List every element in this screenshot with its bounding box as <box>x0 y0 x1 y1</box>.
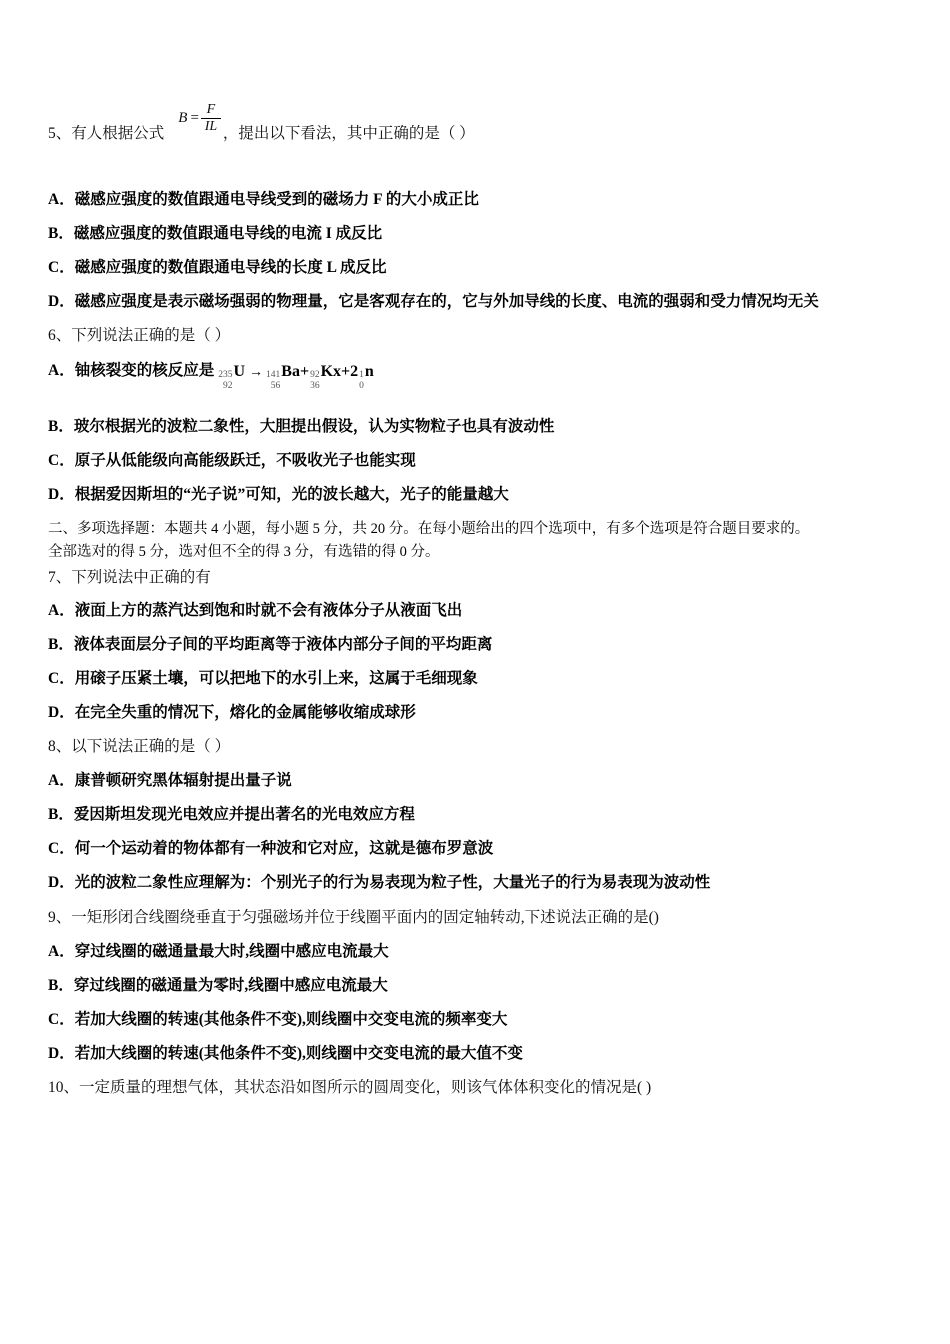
option-text: 磁感应强度的数值跟通电导线受到的磁场力 F 的大小成正比 <box>74 191 479 208</box>
option-text: 爱因斯坦发现光电效应并提出著名的光电效应方程 <box>73 806 415 823</box>
formula-equals-sign: = <box>190 110 199 127</box>
option-text: 液面上方的蒸汽达到饱和时就不会有液体分子从液面飞出 <box>74 602 463 619</box>
neutron-numbers <box>359 370 364 391</box>
question-7-option-a <box>48 601 462 622</box>
option-letter: C． <box>48 1011 75 1028</box>
question-7-option-c <box>48 669 478 690</box>
question-5-stem-tail: ，提出以下看法，其中正确的是（ ） <box>222 125 475 143</box>
question-9-stem-text: 一矩形闭合线圈绕垂直于匀强磁场并位于线圈平面内的固定轴转动,下述说法正确的是() <box>71 909 659 926</box>
question-6-number: 6、 <box>48 327 72 344</box>
option-letter: B． <box>48 636 74 653</box>
question-7-option-d <box>48 703 416 724</box>
neutron-symbol: n <box>364 363 374 380</box>
option-letter: A． <box>48 191 75 208</box>
option-text: 用磙子压紧土壤，可以把地下的水引上来，这属于毛细现象 <box>74 670 478 687</box>
question-5-option-b <box>48 224 382 245</box>
question-8-option-a <box>48 771 292 792</box>
question-9-number: 9、 <box>48 909 72 926</box>
question-7-stem <box>48 568 211 589</box>
question-5-number: 5、 <box>48 125 72 143</box>
option-text: 磁感应强度是表示磁场强弱的物理量，它是客观存在的，它与外加导线的长度、电流的强弱和受力情况均无关 <box>74 293 819 310</box>
question-6-option-b <box>48 417 554 438</box>
option-letter: A． <box>48 362 75 379</box>
question-6-stem <box>48 326 230 347</box>
option-letter: B． <box>48 806 74 823</box>
question-8-option-b <box>48 805 415 826</box>
krypton-symbol: Kx+2 <box>320 363 359 380</box>
uranium-numbers <box>218 370 232 391</box>
uranium-atomic-number: 92 <box>222 380 233 391</box>
section-two-header-line1: 二、多项选择题：本题共 4 小题，每小题 5 分，共 20 分。在每小题给出的四个选项中，有多个选项是符合题目要求的。 <box>48 521 810 537</box>
uranium-mass-number: 235 <box>218 370 233 380</box>
option-text: 玻尔根据光的波粒二象性，大胆提出假设，认为实物粒子也具有波动性 <box>73 418 555 435</box>
question-10-stem-text: 一定质量的理想气体，其状态沿如图所示的圆周变化，则该气体体积变化的情况是( ) <box>79 1079 652 1096</box>
option-text: 根据爱因斯坦的“光子说”可知，光的波长越大，光子的能量越大 <box>74 486 509 503</box>
option-letter: B． <box>48 225 74 242</box>
section-two-header-line2: 全部选对的得 5 分，选对但不全的得 3 分，有选错的得 0 分。 <box>48 544 440 561</box>
question-8-number: 8、 <box>48 738 72 755</box>
option-letter: D． <box>48 293 75 310</box>
option-text: 铀核裂变的核反应是 <box>74 362 215 379</box>
question-5-option-a <box>48 190 479 211</box>
option-text: 穿过线圈的磁通量最大时,线圈中感应电流最大 <box>74 943 389 960</box>
uranium-symbol: U <box>233 363 246 380</box>
option-letter: D． <box>48 874 75 891</box>
question-6-stem-text: 下列说法正确的是（ ） <box>71 327 231 344</box>
option-letter: C． <box>48 259 75 276</box>
barium-atomic-number: 56 <box>270 380 281 391</box>
option-letter: D． <box>48 704 75 721</box>
barium-symbol: Ba+ <box>281 363 310 380</box>
question-8-stem-text: 以下说法正确的是（ ） <box>71 738 231 755</box>
question-9-stem <box>48 908 659 929</box>
question-8-option-d <box>48 873 710 894</box>
option-text: 光的波粒二象性应理解为：个别光子的行为易表现为粒子性，大量光子的行为易表现为波动性 <box>74 874 711 891</box>
krypton-numbers <box>310 370 320 391</box>
barium-numbers <box>266 370 280 391</box>
option-text: 若加大线圈的转速(其他条件不变),则线圈中交变电流的频率变大 <box>74 1011 508 1028</box>
question-6-option-a <box>48 360 375 389</box>
question-7-option-b <box>48 635 492 656</box>
question-5-option-d <box>48 292 819 313</box>
neutron-mass-number: 1 <box>359 370 364 380</box>
option-letter: B． <box>48 418 74 435</box>
option-text: 液体表面层分子间的平均距离等于液体内部分子间的平均距离 <box>73 636 493 653</box>
formula-b-equals-f-over-il <box>178 103 221 134</box>
question-5-stem <box>48 102 475 145</box>
question-6-option-d <box>48 485 509 506</box>
question-7-number: 7、 <box>48 569 72 586</box>
option-text: 何一个运动着的物体都有一种波和它对应，这就是德布罗意波 <box>74 840 494 857</box>
question-7-stem-text: 下列说法中正确的有 <box>71 569 211 586</box>
question-5-option-c <box>48 258 386 279</box>
section-two-header <box>48 518 910 565</box>
neutron-atomic-number: 0 <box>359 380 364 391</box>
option-letter: A． <box>48 772 75 789</box>
option-letter: A． <box>48 602 75 619</box>
option-letter: B． <box>48 977 74 994</box>
option-text: 原子从低能级向高能级跃迁，不吸收光子也能实现 <box>74 452 416 469</box>
option-letter: C． <box>48 840 75 857</box>
question-9-option-b <box>48 976 388 997</box>
formula-denominator: IL <box>204 119 218 134</box>
nuclear-fission-equation <box>218 361 375 390</box>
krypton-mass-number: 92 <box>310 370 320 380</box>
question-8-stem <box>48 737 230 758</box>
option-letter: A． <box>48 943 75 960</box>
option-text: 若加大线圈的转速(其他条件不变),则线圈中交变电流的最大值不变 <box>74 1045 523 1062</box>
option-text: 康普顿研究黑体辐射提出量子说 <box>74 772 292 789</box>
option-letter: D． <box>48 1045 75 1062</box>
option-text: 磁感应强度的数值跟通电导线的电流 I 成反比 <box>73 225 383 242</box>
barium-mass-number: 141 <box>266 370 281 380</box>
question-5-stem-text: 有人根据公式 <box>71 125 165 143</box>
option-text: 穿过线圈的磁通量为零时,线圈中感应电流最大 <box>73 977 388 994</box>
reaction-arrow-icon: → <box>249 365 264 380</box>
question-9-option-a <box>48 942 389 963</box>
option-text: 在完全失重的情况下，熔化的金属能够收缩成球形 <box>74 704 416 721</box>
question-8-option-c <box>48 839 493 860</box>
question-10-number: 10、 <box>48 1079 80 1096</box>
option-letter: D． <box>48 486 75 503</box>
option-letter: C． <box>48 452 75 469</box>
question-9-option-c <box>48 1010 507 1031</box>
question-9-option-d <box>48 1044 523 1065</box>
question-10-stem <box>48 1078 651 1099</box>
option-letter: C． <box>48 670 75 687</box>
option-text: 磁感应强度的数值跟通电导线的长度 L 成反比 <box>74 259 387 276</box>
question-6-option-c <box>48 451 416 472</box>
formula-lhs: B <box>178 110 188 127</box>
formula-numerator: F <box>206 102 216 117</box>
krypton-atomic-number: 36 <box>310 380 320 391</box>
